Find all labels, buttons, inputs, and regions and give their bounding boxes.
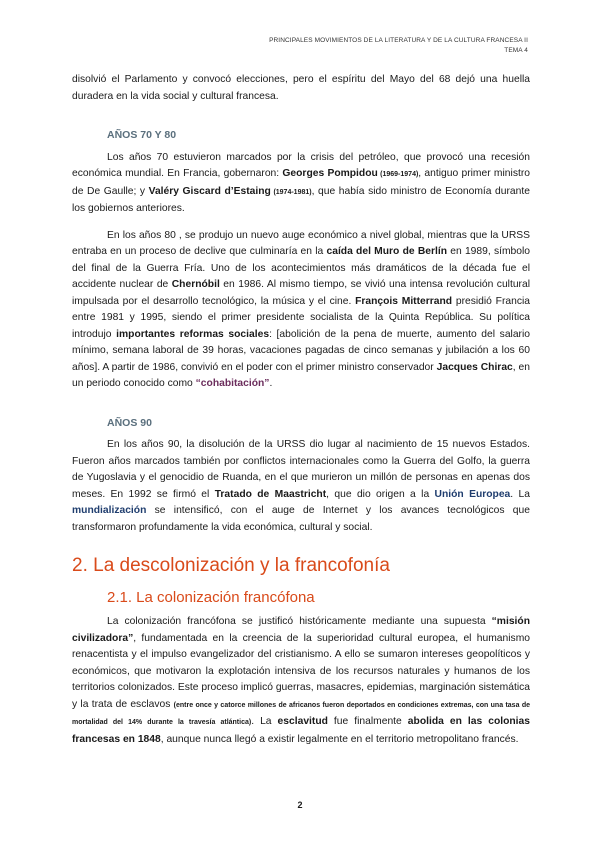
- abolition-1848: abolida en las colonias francesas en 1848: [72, 716, 530, 745]
- name-chirac: Jacques Chirac: [436, 361, 513, 373]
- paragraph-colonization: La colonización francófona se justificó históricamente mediante una supuesta “misión civilizadora”, fundamentada en la creencia de la superioridad cultural europea, el humanismo renacentista y el impulso evangelizador del cristianismo. A ello se sumaron intereses geopolíticos y económicos, que motivaron la explotación intensiva de los recursos naturales y humanos de los territorios colonizados. Este proceso implicó guerras, masacres, epidemias, marginación sistemática y la trata de esclavos (entre once y catorce millones de africanos fueron deportados en condiciones extremas, con una tasa de mortalidad del 14% durante la travesía atlántica). La esclavitud fue finalmente abolida en las colonias francesas en 1848, aunque nunca llegó a existir legalmente en el territorio metropolitano francés.: [72, 616, 530, 745]
- subheading-70s-80s: AÑOS 70 Y 80: [107, 129, 177, 141]
- slavery-note: (entre once y catorce millones de africanos fueron deportados en condiciones extremas, con una tasa de mortalidad del 14% durante la travesía atlántica): [72, 701, 530, 726]
- cohabitation-term: “cohabitación”: [195, 378, 270, 389]
- subheading-90s: AÑOS 90: [107, 416, 152, 429]
- berlin-wall: caída del Muro de Berlín: [326, 246, 448, 257]
- years-pompidou: (1969-1974): [377, 171, 419, 178]
- name-pompidou: Georges Pompidou: [282, 168, 378, 179]
- years-giscard: (1974-1981): [270, 188, 312, 196]
- civilizing-mission: “misión civilizadora”: [72, 616, 530, 644]
- course-title: PRINCIPALES MOVIMIENTOS DE LA LITERATURA Y DE LA CULTURA FRANCESA II: [269, 37, 528, 44]
- topic-label: TEMA 4: [504, 47, 528, 54]
- paragraph-90s: En los años 90, la disolución de la URSS dio lugar al nacimiento de 15 nuevos Estados. Fueron años marcados también por conflictos internacionales como la Guerra del Golfo, la guerra de Yugoslavia y el genocidio de Ruanda, en el que murieron un millón de personas en apenas dos meses. En 1992 se firmó el Tratado de Maastricht, que dio origen a la Unión Europea. La mundialización se intensificó, con el auge de Internet y los avances tecnológicos que transformaron profundamente la vida económica, cultural y social.: [72, 439, 530, 533]
- section-heading-decolonization: 2. La descolonización y la francofonía: [72, 555, 390, 576]
- page-content: [72, 72, 530, 748]
- name-mitterrand: François Mitterrand: [355, 295, 453, 307]
- page-number: 2: [297, 800, 303, 810]
- maastricht-treaty: Tratado de Maastricht: [214, 488, 327, 500]
- slavery-term: esclavitud: [277, 716, 328, 727]
- social-reforms: importantes reformas sociales: [116, 328, 270, 340]
- running-header: [269, 36, 528, 56]
- paragraph-continuation: disolvió el Parlamento y convocó elecciones, pero el espíritu del Mayo del 68 dejó una huella duradera en la vida social y cultural francesa.: [72, 74, 530, 102]
- globalization-term: mundialización: [72, 505, 147, 516]
- european-union: Unión Europea: [434, 488, 511, 500]
- paragraph-70s: Los años 70 estuvieron marcados por la crisis del petróleo, que provocó una recesión económica mundial. En Francia, gobernaron: Georges Pompidou (1969-1974), antiguo primer ministro de De Gaulle; y Valéry Giscard d’Estaing (1974-1981), que había sido ministro de Economía durante los gobiernos anteriores.: [72, 151, 530, 214]
- chernobyl: Chernóbil: [171, 279, 220, 290]
- paragraph-80s: En los años 80 , se produjo un nuevo auge económico a nivel global, mientras que la URSS entraba en un proceso de declive que culminaría en la caída del Muro de Berlín en 1989, símbolo del final de la Guerra Fría. Uno de los acontecimientos más dramáticos de la década fue el accidente nuclear de Chernóbil en 1986. Al mismo tiempo, se vivió una intensa revolución cultural impulsada por el desarrollo tecnológico, la música y el cine. François Mitterrand presidió Francia entre 1981 y 1995, siendo el primer presidente socialista de la Quinta República. Su política introdujo importantes reformas sociales: [abolición de la pena de muerte, aumento del salario mínimo, semana laboral de 39 horas, vacaciones pagadas de cinco semanas y jubilación a los 60 años]. A partir de 1986, convivió en el poder con el primer ministro conservador Jacques Chirac, en un periodo conocido como “cohabitación”.: [72, 229, 531, 389]
- subsection-heading-colonization: 2.1. La colonización francófona: [107, 589, 315, 606]
- name-giscard: Valéry Giscard d’Estaing: [148, 185, 271, 197]
